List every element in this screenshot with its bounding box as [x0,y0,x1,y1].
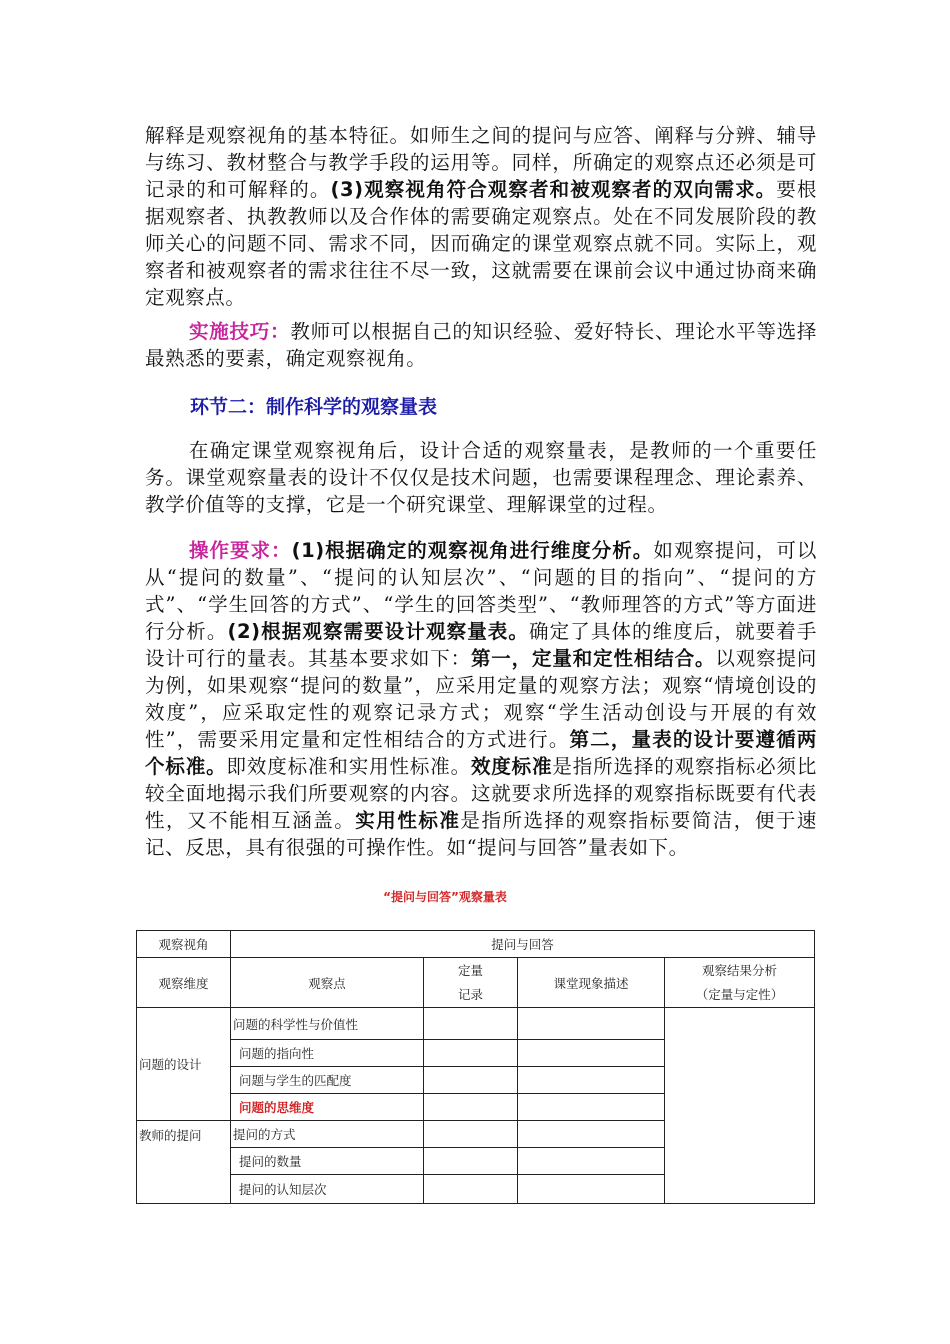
header-result-1: 观察结果分析 [702,962,778,978]
section-heading: 环节二：制作科学的观察量表 [190,396,438,418]
table-row [137,931,815,958]
quant-cell [424,1067,518,1094]
header-result-2: （定量与定性） [695,986,784,1002]
req-text-4: 即效度标准和实用性标准。 [226,755,471,778]
table-row [137,1008,815,1040]
desc-cell [518,1121,665,1148]
point-cell-highlight: 问题的思维度 [231,1094,424,1121]
observation-table [136,930,815,1204]
desc-cell [518,1040,665,1067]
quant-cell [424,1008,518,1040]
header-quant [424,958,518,1008]
req-text-6: 是指所选择的观察指标要简洁，便于速记、反思，具有很强的可操作性。如“提问与回答”量表如下。 [145,809,817,859]
req-text-1: 如观察提问，可以从“提问的数量”、“提问的认知层次”、“问题的目的指向”、“提问的方式”、“学生回答的方式”、“学生的回答类型”、“教师理答的方式”等方面进行分析。 [145,539,817,643]
p1-text-2: 要根据观察者、执教教师以及合作体的需要确定观察点。处在不同发展阶段的教师关心的问题不同、需求不同，因而确定的课堂观察点就不同。实际上，观察者和被观察者的需求往往不尽一致，这就需要在课前会议中通过协商来确定观察点。 [145,178,818,309]
paragraph-1 [145,122,817,311]
p1-text-1: 解释是观察视角的基本特征。如师生之间的提问与应答、阐释与分辨、辅导与练习、教材整合与教学手段的运用等。同样，所确定的观察点还必须是可记录的和可解释的。 [145,124,817,201]
req-bold-2: (2)根据观察需要设计观察量表。 [227,620,530,643]
paragraph-requirements [145,537,817,861]
req-text-3: 以观察提问为例，如果观察“提问的数量”，应采用定量的观察方法；观察“情境创设的效度”，应采取定性的观察记录方式；观察“学生活动创设与开展的有效性”，需要采用定量和定性相结合的方式进行。 [145,647,817,751]
point-cell: 问题的指向性 [231,1040,424,1067]
req-bold-4: 第二，量表的设计要遵循两个标准。 [145,728,817,778]
paragraph-tips [145,318,817,372]
result-cell [665,1008,815,1204]
tips-text: 教师可以根据自己的知识经验、爱好特长、理论水平等选择最熟悉的要素，确定观察视角。 [145,320,817,370]
req-bold-1: (1)根据确定的观察视角进行维度分析。 [291,539,654,562]
point-cell: 提问的方式 [231,1121,424,1148]
header-desc: 课堂现象描述 [518,958,665,1008]
desc-cell [518,1094,665,1121]
tips-label: 实施技巧： [189,320,291,343]
header-dimension: 观察维度 [137,958,231,1008]
header-quant-1: 定量 [457,962,483,978]
desc-cell [518,1175,665,1204]
header-quant-2: 记录 [457,986,483,1002]
header-result [665,958,815,1008]
point-cell: 提问的认知层次 [231,1175,424,1204]
quant-cell [424,1148,518,1175]
header-point: 观察点 [231,958,424,1008]
quant-cell [424,1121,518,1148]
p1-bold: (3)观察视角符合观察者和被观察者的双向需求。 [330,178,777,201]
desc-cell [518,1067,665,1094]
cell-view-value: 提问与回答 [231,931,815,958]
group-questioning: 教师的提问 [137,1121,231,1204]
req-bold-3: 第一，定量和定性相结合。 [470,647,716,670]
req-bold-6: 实用性标准 [355,809,461,832]
point-cell: 提问的数量 [231,1148,424,1175]
quant-cell [424,1040,518,1067]
point-cell: 问题与学生的匹配度 [231,1067,424,1094]
req-text-2: 确定了具体的维度后，就要着手设计可行的量表。其基本要求如下： [145,620,817,670]
quant-cell [424,1175,518,1204]
requirements-label: 操作要求： [189,539,292,562]
paragraph-3: 在确定课堂观察视角后，设计合适的观察量表，是教师的一个重要任务。课堂观察量表的设计不仅仅是技术问题，也需要课程理念、理论素养、教学价值等的支撑，它是一个研究课堂、理解课堂的过程。 [145,439,817,516]
req-bold-5: 效度标准 [470,755,553,778]
group-design: 问题的设计 [137,1008,231,1121]
desc-cell [518,1148,665,1175]
point-cell: 问题的科学性与价值性 [231,1008,424,1040]
table-caption: “提问与回答”观察量表 [383,890,507,904]
req-text-5: 是指所选择的观察指标必须比较全面地揭示我们所要观察的内容。这就要求所选择的观察指标既要有代表性，又不能相互涵盖。 [145,755,817,832]
table-header-row [137,958,815,1008]
quant-cell [424,1094,518,1121]
cell-view-label: 观察视角 [137,931,231,958]
desc-cell [518,1008,665,1040]
